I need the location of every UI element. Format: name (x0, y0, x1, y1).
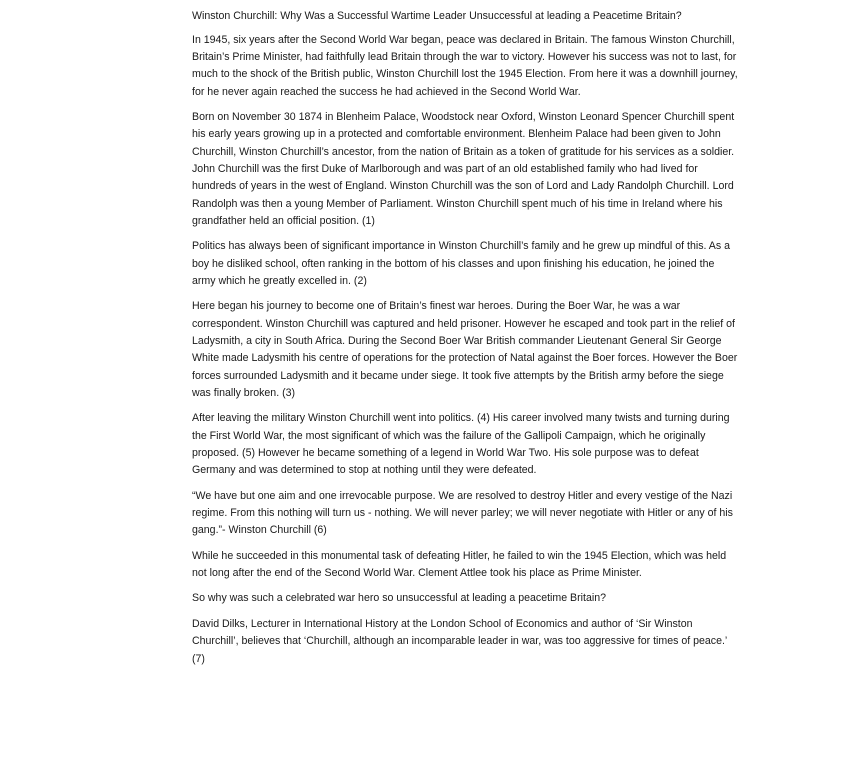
document-title: Winston Churchill: Why Was a Successful Wartime Leader Unsuccessful at leading a Peacetime Britain? (192, 10, 682, 22)
paragraph-dilks: David Dilks, Lecturer in International History at the London School of Economics and author of ‘Sir Winston Churchill’, believes that ‘Churchill, although an incomparable leader in war, was too aggressive for times of peace.’ (7) (192, 617, 727, 665)
paragraph-political-career: After leaving the military Winston Churchill went into politics. (4) His career involved many twists and turning during the First World War, the most significant of which was the failure of the Gallipoli Campaign, which he originally proposed. (5) However he became something of a legend in World War Two. His sole purpose was to defeat Germany and was determined to stop at nothing until they were defeated. (192, 412, 730, 477)
paragraph-quote: “We have but one aim and one irrevocable purpose. We are resolved to destroy Hitler and every vestige of the Nazi regime. From this nothing will turn us - nothing. We will never parley; we will never negotiate with Hitler or any of his gang.”- Winston Churchill (6) (192, 489, 733, 537)
paragraph-boer-war: Here began his journey to become one of Britain’s finest war heroes. During the Boer War, he was a war correspondent. Winston Churchill was captured and held prisoner. However he escaped and took part in the relief of Ladysmith, a city in South Africa. During the Second Boer War British commander Lieutenant General Sir George White made Ladysmith his centre of operations for the protection of Natal against the Boer forces. However the Boer forces surrounded Ladysmith and it became under siege. It took five attempts by the British army before the siege was finally broken. (3) (192, 300, 738, 400)
paragraph-intro: In 1945, six years after the Second World War began, peace was declared in Britain. The famous Winston Churchill, Britain’s Prime Minister, had faithfully lead Britain through the war to victory. However his success was not to last, for much to the shock of the British public, Winston Churchill lost the 1945 Election. From here it was a downhill journey, for he never again reached the success he had achieved in the Second World War. (192, 33, 738, 98)
paragraph-question: So why was such a celebrated war hero so unsuccessful at leading a peacetime Britain? (192, 592, 606, 605)
document-page (192, 9, 740, 676)
paragraph-early-life: Born on November 30 1874 in Blenheim Palace, Woodstock near Oxford, Winston Leonard Spencer Churchill spent his early years growing up in a protected and comfortable environment. Blenheim Palace had been given to John Churchill, Winston Churchill’s ancestor, from the nation of Britain as a token of gratitude for his services as a soldier. John Churchill was the first Duke of Marlborough and was part of an old established family who had lived for hundreds of years in the west of England. Winston Churchill was the son of Lord and Lady Randolph Churchill. Lord Randolph was then a young Member of Parliament. Winston Churchill spent much of his time in Ireland where his grandfather held an official position. (1) (192, 110, 735, 227)
paragraph-1945-election: While he succeeded in this monumental task of defeating Hitler, he failed to win the 1945 Election, which was held not long after the end of the Second World War. Clement Attlee took his place as Prime Minister. (192, 549, 727, 580)
paragraph-politics-family: Politics has always been of significant importance in Winston Churchill’s family and he grew up mindful of this. As a boy he disliked school, often ranking in the bottom of his classes and upon finishing his education, he joined the army which he greatly excelled in. (2) (192, 240, 730, 287)
